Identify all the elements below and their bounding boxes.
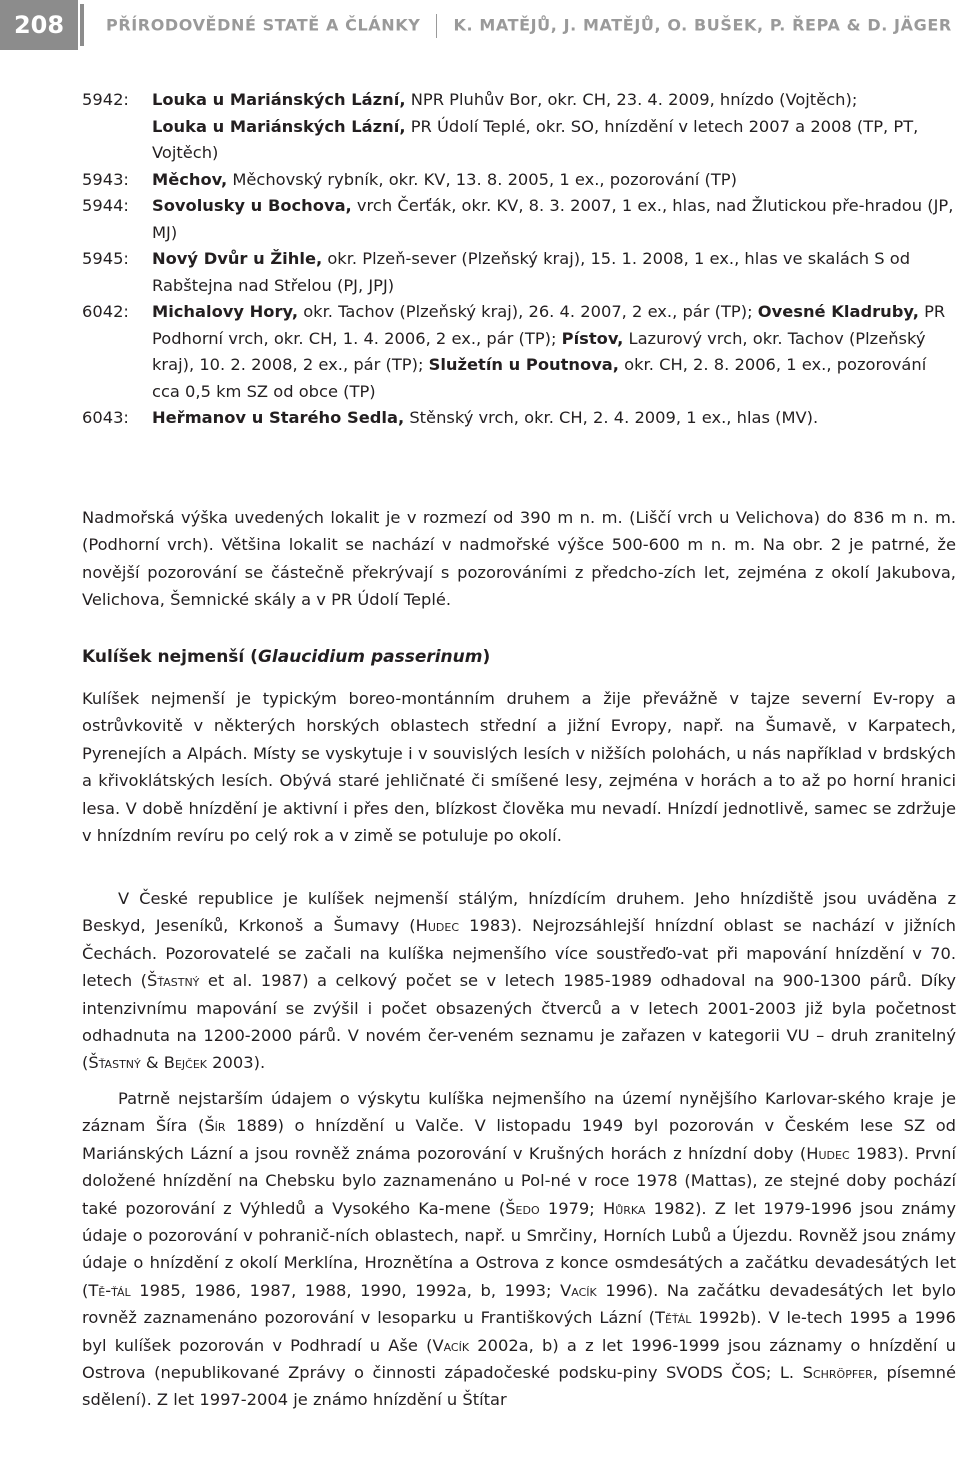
- body-paragraph-1: [82, 685, 956, 849]
- paragraph-text: V České republice je kulíšek nejmenší stálým, hnízdícím druhem. Jeho hnízdiště jsou uváděna z Beskyd, Jeseníků, Krkonoš a Šumavy (: [82, 889, 956, 936]
- record-5945: [82, 246, 957, 299]
- citation-author: Hudec: [806, 1143, 850, 1163]
- locality-name: Heřmanov u Starého Sedla,: [152, 408, 405, 427]
- paragraph-text: &: [140, 1053, 164, 1073]
- record-code: 6042:: [82, 302, 129, 321]
- record-detail: Měchovský rybník, okr. KV, 13. 8. 2005, 1 ex., pozorování (TP): [227, 169, 737, 189]
- paragraph-text: 1983). První doložené hnízdění na Chebsku bylo zaznamenáno u Pol-né v roce 1978 (Mattas), ze stejné doby pochází také pozorování z Výhledů a Vysokého Ka-mene (: [82, 1143, 957, 1218]
- paragraph-text: 2003).: [207, 1053, 266, 1073]
- record-detail: Stěnský vrch, okr. CH, 2. 4. 2009, 1 ex., hlas (MV).: [404, 408, 819, 427]
- record-detail: NPR Pluhův Bor, okr. CH, 23. 4. 2009, hnízdo (Vojtěch);: [405, 90, 858, 109]
- record-5943: [82, 167, 957, 194]
- record-5944: [82, 193, 957, 246]
- record-code: 5944:: [82, 196, 129, 215]
- paragraph-text: 2002a, b) a z let 1996-1999 jsou záznamy o hnízdění u Ostrova (nepublikované Zprávy o činnosti západočeské podsku-piny SVODS ČOS; L.: [82, 1335, 956, 1383]
- record-detail: PR Podhorní vrch, okr. CH, 1. 4. 2006, 2 ex., pár (TP);: [152, 302, 946, 348]
- locality-records-list: [82, 87, 957, 432]
- paragraph-text: Kulíšek nejmenší je typickým boreo-montánním druhem a žije převážně v tajze severní Ev-ropy a ostrůvkovitě v některých horských oblastech střední a jižní Evropy, např. na Šumavě, v Karpatech, Pyrenejích a Alpách. Místy se vyskytuje i v souvislých lesích v nižších polohách, u nás například v brdských a křivoklátských lesích. Obývá staré jehličnaté či smíšené lesy, zejména v horách a to až po horní hranici lesa. V době hnízdění je aktivní i přes den, blízkost člověka mu nevadí. Hnízdí jednotlivě, samec se zdržuje v hnízdním revíru po celý rok a v zimě se potuluje po okolí.: [82, 689, 956, 846]
- locality-name: Louka u Mariánských Lázní,: [152, 116, 406, 136]
- citation-author: Šťastný: [147, 971, 200, 991]
- citation-author: Hudec: [415, 916, 460, 936]
- paragraph-text: et al. 1987) a celkový počet se v letech 1985-1989 odhadoval na 900-1300 párů. Díky intenzivnímu mapování se zvýšil i počet obsazených čtverců a v letech 2001-2003 již byla početnost odhadnuta na 1200-2000 párů. V novém čer-veném seznamu je zařazen v kategorii VU – druh zranitelný (: [82, 971, 956, 1073]
- citation-author: Vacík: [432, 1335, 470, 1355]
- citation-author: Bejček: [163, 1053, 207, 1073]
- header-divider: [80, 4, 84, 46]
- citation-author: Šťastný: [88, 1053, 141, 1073]
- paragraph-text: 1985, 1986, 1987, 1988, 1990, 1992a, b, 1993;: [130, 1280, 561, 1300]
- record-detail: okr. Plzeň-sever (Plzeňský kraj), 15. 1. 2008, 1 ex., hlas ve skalách S od Rabštejna nad Střelou (PJ, JPJ): [152, 249, 911, 295]
- section-heading-prefix: Kulíšek nejmenší (: [82, 647, 258, 667]
- record-detail: Lazurový vrch, okr. Tachov (Plzeňský kraj), 10. 2. 2008, 2 ex., pár (TP);: [152, 328, 926, 374]
- body-paragraph-3: [82, 1085, 956, 1414]
- citation-author: Hůrka: [602, 1198, 646, 1218]
- running-head: [106, 14, 952, 38]
- record-detail: vrch Čerťák, okr. KV, 8. 3. 2007, 1 ex., hlas, nad Žlutickou pře-hradou (JP, MJ): [152, 196, 954, 242]
- locality-name: Měchov,: [152, 169, 228, 189]
- citation-author: Vacík: [560, 1280, 597, 1300]
- section-heading: [82, 647, 490, 667]
- record-code: 5943:: [82, 169, 129, 189]
- running-head-authors: K. MATĚJŮ, J. MATĚJŮ, O. BUŠEK, P. ŘEPA & D. JÄGER: [453, 15, 952, 35]
- running-head-separator: [436, 14, 437, 38]
- paragraph-text: 1996). Na začátku devadesátých let bylo rovněž zaznamenáno pozorování v lesoparku u Františkových Lázní (: [82, 1280, 956, 1328]
- locality-name: Nový Dvůr u Žihle,: [152, 249, 323, 268]
- citation-author: Šír: [204, 1116, 226, 1136]
- page-number: 208: [0, 0, 78, 50]
- locality-name: Sovolusky u Bochova,: [152, 196, 352, 215]
- citation-author: Tě-ťál: [88, 1280, 131, 1300]
- record-6043: [82, 405, 957, 432]
- paragraph-text: 1992b). V le-tech 1995 a 1996 byl kulíšek pozorován v Podhradí u Aše (: [82, 1308, 957, 1355]
- locality-name: Michalovy Hory,: [152, 302, 299, 321]
- record-code: 5945:: [82, 249, 129, 268]
- altitude-paragraph: Nadmořská výška uvedených lokalit je v rozmezí od 390 m n. m. (Liščí vrch u Velichova) do 836 m n. m. (Podhorní vrch). Většina lokalit se nachází v nadmořské výšce 500-600 m n. m. Na obr. 2 je patrné, že novější pozorování se částečně překrývají s pozorováními z předcho-zích let, zejména z okolí Jakubova, Velichova, Šemnické skály a v PR Údolí Teplé.: [82, 508, 956, 610]
- body-paragraph-2: [82, 885, 956, 1077]
- record-6042: [82, 299, 957, 405]
- paragraph-text: 1979;: [539, 1198, 603, 1218]
- record-code: 6043:: [82, 408, 129, 427]
- running-head-section: PŘÍRODOVĚDNÉ STATĚ A ČLÁNKY: [106, 15, 421, 35]
- paragraph-text: 1982). Z let 1979-1996 jsou známy údaje o pozorování v pohranič-ních oblastech, např. u Smrčiny, Horních Lubů a Újezdu. Rovněž jsou známy údaje o hnízdění z okolí Merklína, Hroznětína a Ostrova z konce osmdesátých a začátku devadesátých let (: [82, 1198, 956, 1300]
- locality-name: Pístov,: [561, 328, 624, 348]
- record-code: 5942:: [82, 90, 129, 109]
- record-5942: [82, 87, 957, 167]
- locality-name: Ovesné Kladruby,: [757, 302, 919, 321]
- paragraph-text: Patrně nejstarším údajem o výskytu kulíška nejmenšího na území nynějšího Karlovar-ského kraje je záznam Šíra (: [82, 1089, 956, 1136]
- section-heading-latin-name: Glaucidium passerinum: [257, 647, 483, 667]
- record-detail: PR Údolí Teplé, okr. SO, hnízdění v letech 2007 a 2008 (TP, PT, Vojtěch): [152, 116, 919, 162]
- citation-author: Schröpfer: [802, 1363, 873, 1383]
- locality-name: Služetín u Poutnova,: [428, 355, 619, 374]
- citation-author: Šedo: [505, 1198, 540, 1218]
- citation-author: Těťál: [655, 1308, 692, 1328]
- paragraph-text: , písemné sdělení). Z let 1997-2004 je známo hnízdění u Štítar: [82, 1363, 957, 1410]
- paragraph-text: 1889) o hnízdění u Valče. V listopadu 1949 byl pozorován v Českém lese SZ od Mariánských Lázní a jsou rovněž známa pozorování v Krušných horách z hnízdní doby (: [82, 1116, 956, 1163]
- record-detail: okr. CH, 2. 8. 2006, 1 ex., pozorování cca 0,5 km SZ od obce (TP): [152, 355, 927, 401]
- locality-name: Louka u Mariánských Lázní,: [152, 90, 406, 109]
- paragraph-text: 1983). Nejrozsáhlejší hnízdní oblast se nachází v jižních Čechách. Pozorovatelé se začali na kulíška nejmenšího více soustřeďo-vat při mapování hnízdění v 70. letech (: [82, 916, 956, 991]
- section-heading-suffix: ): [482, 647, 491, 667]
- record-detail: okr. Tachov (Plzeňský kraj), 26. 4. 2007, 2 ex., pár (TP);: [298, 302, 758, 321]
